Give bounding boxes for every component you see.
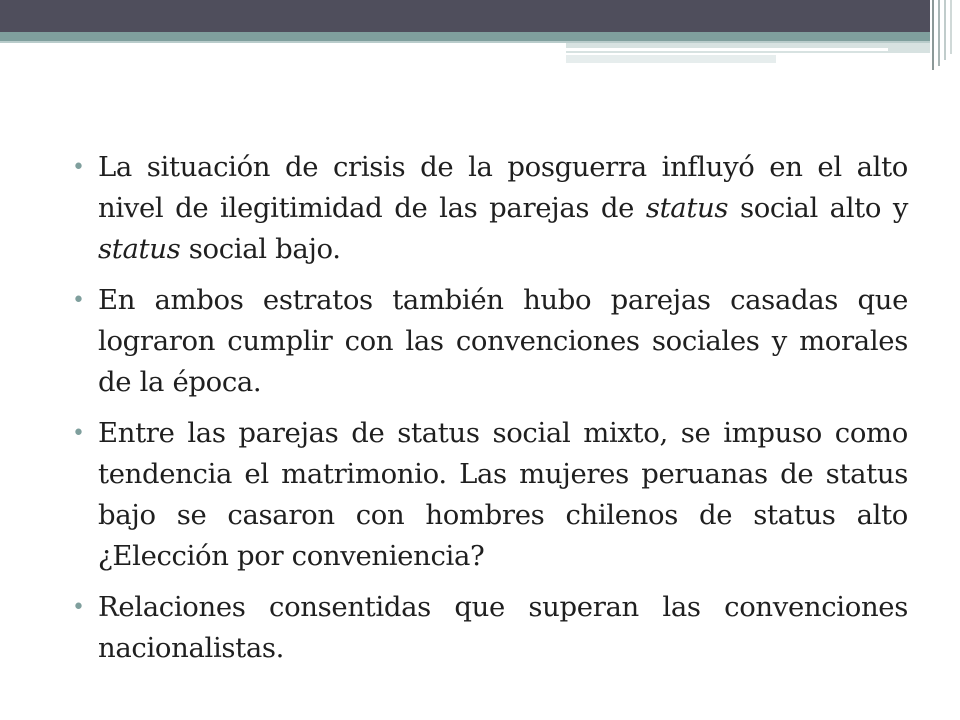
- header-light-band-lower: [566, 55, 776, 63]
- decorative-vertical-line: [932, 0, 934, 70]
- header-accent-stripe: [0, 32, 960, 41]
- bullet-text: En ambos estratos también hubo parejas casadas que lograron cumplir con las convenciones sociales y morales de la época.: [98, 284, 908, 398]
- decorative-vertical-line: [950, 0, 952, 54]
- bullet-text: Relaciones consentidas que superan las convenciones nacionalistas.: [98, 591, 908, 664]
- bullet-item: [72, 147, 908, 270]
- header-bar: [0, 0, 960, 32]
- bullet-dot-icon: •: [72, 421, 85, 446]
- bullet-dot-icon: •: [72, 155, 85, 180]
- bullet-item: [72, 587, 908, 669]
- header-white-line: [566, 48, 888, 51]
- bullet-list: [72, 147, 908, 679]
- bullet-dot-icon: •: [72, 288, 85, 313]
- decorative-vertical-line: [938, 0, 940, 66]
- decorative-vertical-line: [944, 0, 946, 60]
- bullet-text: La situación de crisis de la posguerra influyó en el alto nivel de ilegitimidad de las parejas de status social alto y status social bajo.: [98, 151, 908, 265]
- bullet-item: [72, 280, 908, 403]
- bullet-text: Entre las parejas de status social mixto, se impuso como tendencia el matrimonio. Las mujeres peruanas de status bajo se casaron con hombres chilenos de status alto ¿Elección por conveniencia?: [98, 417, 908, 572]
- bullet-item: [72, 413, 908, 577]
- bullet-dot-icon: •: [72, 595, 85, 620]
